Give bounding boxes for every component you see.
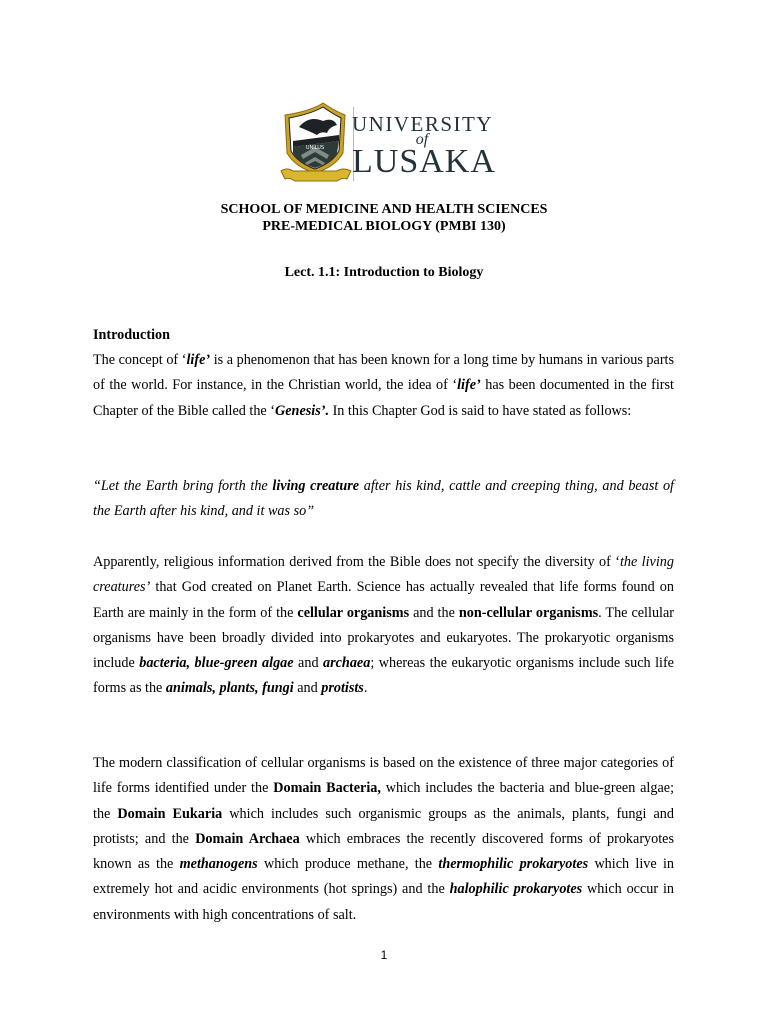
paragraph-3 [93,751,674,928]
text-run: . The cellular organisms have been broadly divided into prokaryotes and eukaryotes. The prokaryotic organisms include [93,604,674,672]
course-title: PRE-MEDICAL BIOLOGY (PMBI 130) [262,219,506,234]
text-run: which embraces the recently discovered forms of prokaryotes known as the [93,830,674,873]
text-run: the living creatures’ [93,554,674,596]
section-title: Introduction [93,327,170,343]
text-run: which produce methane, the [257,856,439,873]
section-heading [93,323,674,348]
lecture-title: Lect. 1.1: Introduction to Biology [284,265,484,280]
school-title: SCHOOL OF MEDICINE AND HEALTH SCIENCES [220,202,548,217]
text-run: and [293,655,324,672]
text-run: and [293,680,322,697]
text-run: halophilic prokaryotes [449,881,583,898]
text-run: Domain Eukaria [117,805,223,822]
text-run: bacteria, blue-green algae [139,655,294,672]
text-run: after his kind, cattle and creeping thing, and beast of the Earth after his kind, and it was so” [93,478,674,520]
logo-line-of: of [415,131,429,148]
text-run: archaea [323,655,371,672]
text-run: The modern classification of cellular organisms is based on the existence of three major categories of life forms identified under the [93,755,674,797]
text-run: is a phenomenon that has been known for a long time by humans in various parts of the world. For instance, in the Christian world, the idea of ‘ [93,352,675,394]
text-run: life’ [186,352,211,368]
text-run: that God created on Planet Earth. Science has actually revealed that life forms found on Earth are mainly in the form of the [93,579,674,621]
text-run: cellular organisms [297,604,410,621]
text-run: In this Chapter God is said to have stated as follows: [329,402,632,419]
text-run: methanogens [179,856,258,873]
text-run: which includes such organismic groups as the animals, plants, fungi and protists; and the [93,805,674,847]
paragraph-1 [93,348,674,424]
text-run: Domain Archaea [195,830,300,847]
text-run: and the [409,604,459,621]
text-run: which includes the bacteria and blue-green algae; the [93,780,675,822]
text-run: thermophilic prokaryotes [438,856,589,873]
text-run: which live in extremely hot and acidic environments (hot springs) and the [93,856,674,898]
logo-line-lusaka: LUSAKA [352,143,496,180]
text-run: The concept of ‘ [93,352,187,368]
text-run: Apparently, religious information derived from the Bible does not specify the diversity of ‘ [93,554,620,570]
text-run: non-cellular organisms [458,604,599,621]
text-run: Domain Bacteria, [273,780,381,797]
university-name [352,112,496,180]
text-run: “Let the Earth bring forth the [93,478,273,494]
text-run: living creature [272,478,360,494]
text-run: Genesis’. [275,402,330,419]
text-run: has been documented in the first Chapter of the Bible called the ‘ [93,377,674,419]
paragraph-2 [93,550,674,702]
text-run: animals, plants, fungi [165,680,294,697]
text-run: which occur in environments with high concentrations of salt. [93,881,674,923]
page-number: 1 [380,948,388,962]
shield-text: UNILUS [305,145,325,151]
logo-line-university: UNIVERSITY [352,112,493,136]
bible-quote [93,474,674,525]
text-run: life’ [457,377,481,394]
text-run: protists [321,680,364,697]
text-run: ; whereas the eukaryotic organisms include such life forms as the [93,655,674,697]
text-run: . [363,680,368,697]
